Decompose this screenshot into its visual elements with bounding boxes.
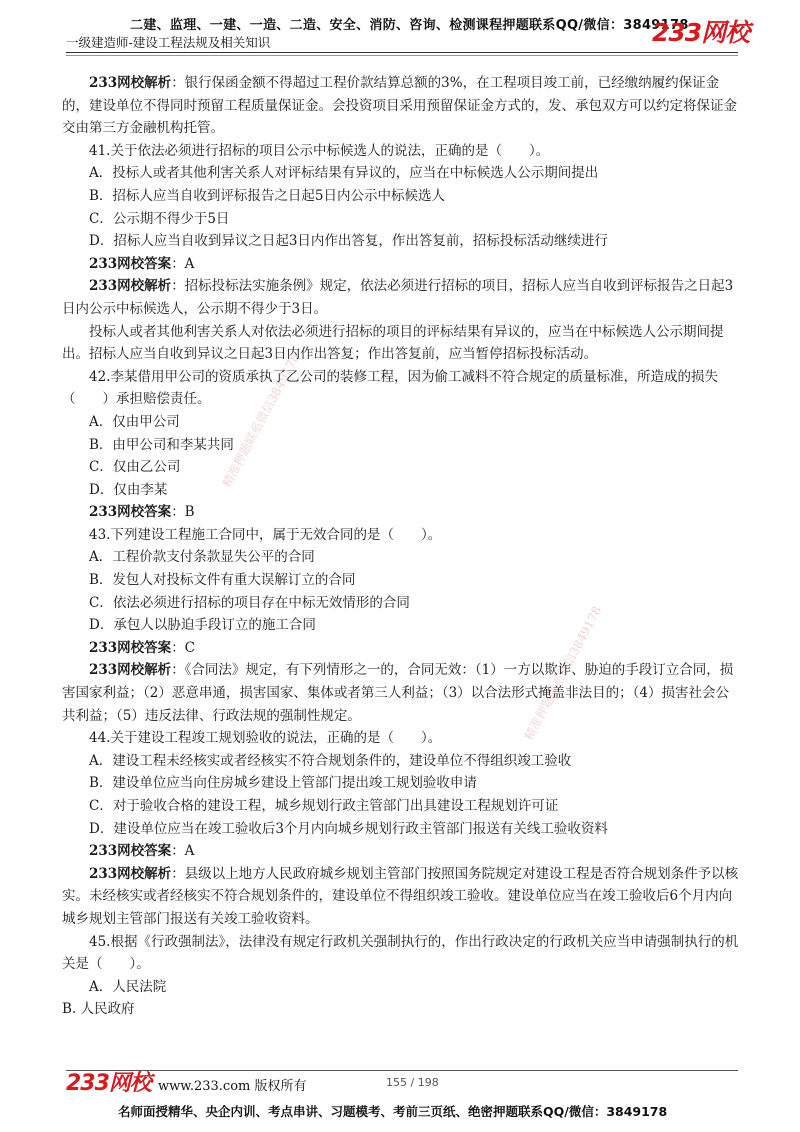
answer-label: 233网校答案 <box>89 255 172 272</box>
option-43-c: C．依法必须进行招标的项目存在中标无效情形的合同 <box>89 594 410 611</box>
analysis-text: ：招标投标法实施条例》规定，依法必须进行招标的项目，招标人应当自收到评标报告之日起3日内公示中标候选人，公示期不得少于3日。 <box>62 278 734 317</box>
option-44-c: C．对于验收合格的建设工程，城乡规划行政主管部门出具建设工程规划许可证 <box>89 798 559 814</box>
analysis-label: 233网校解析 <box>89 865 172 882</box>
intro-analysis <box>62 72 740 140</box>
answer-value: ：A <box>171 843 195 860</box>
page-body <box>62 72 740 1021</box>
analysis-text: ：县级以上地方人民政府城乡规划主管部门按照国务院规定对建设工程是否符合规划条件予以核实。未经核实或者经核实不符合规划条件的，建设单位不得组织竣工验收。建设单位应当在竣工验收后6个月内向城乡规划主管部门报送有关竣工验收资料。 <box>62 865 739 927</box>
watermark: 精准押题联系微信3849178 <box>521 603 605 743</box>
analysis-44 <box>62 863 740 931</box>
question-44: 44.关于建设工程竣工规划验收的说法，正确的是（ ）。 <box>89 730 442 747</box>
footer-logo: 233网校 <box>66 1071 151 1096</box>
answer-label: 233网校答案 <box>89 639 172 656</box>
option-41-b: B．招标人应当自收到评标报告之日起5日内公示中标候选人 <box>89 187 446 204</box>
question-43: 43.下列建设工程施工合同中，属于无效合同的是（ ）。 <box>89 526 442 543</box>
page-number: 155 / 198 <box>386 1076 439 1089</box>
answer-44 <box>62 840 740 863</box>
option-42-c: C．仅由乙公司 <box>89 459 181 476</box>
analysis-text: ：《合同法》规定，有下列情形之一的，合同无效：（1）一方以欺诈、胁迫的手段订立合同，损害国家利益；（2）恶意串通，损害国家、集体或者第三人利益；（3）以合法形式掩盖非法目的；（4）损害社会公共利益；（5）违反法律、行政法规的强制性规定。 <box>62 662 734 724</box>
option-44-b: B．建设单位应当向住房城乡建设上管部门提出竣工规划验收申请 <box>89 775 477 792</box>
analysis-41-cont: 投标人或者其他利害关系人对依法必须进行招标的项目的评标结果有异议的，应当在中标候选人公示期间提出。招标人应当自收到异议之日起3日内作出答复；作出答复前，应当暂停招标投标活动。 <box>62 323 724 363</box>
option-41-a: A．投标人或者其他利害关系人对评标结果有异议的，应当在中标候选人公示期间提出 <box>89 165 599 182</box>
header-contact-line: 二建、监理、一建、一造、二造、安全、消防、咨询、检测课程押题联系QQ/微信：3849178 <box>130 18 689 33</box>
brand-logo: 233网校 <box>652 18 750 47</box>
analysis-41 <box>62 275 740 320</box>
answer-value: ：C <box>171 639 196 656</box>
footer-contact-line: 名师面授精华、央企内训、考点串讲、习题模考、考前三页纸、绝密押题联系QQ/微信：3849178 <box>118 1104 668 1119</box>
analysis-text: ：银行保函金额不得超过工程价款结算总额的3%，在工程项目竣工前，已经缴纳履约保证金的，建设单位不得同时预留工程质量保证金。会投资项目采用预留保证金方式的，发、承包双方可以约定将保证金交由第三方金融机构托管。 <box>62 75 737 137</box>
option-45-a: A．人民法院 <box>89 978 167 995</box>
option-43-d: D．承包人以胁迫手段订立的施工合同 <box>89 617 316 634</box>
answer-value: ：B <box>171 504 195 521</box>
analysis-label: 233网校解析 <box>89 662 172 679</box>
option-44-a: A．建设工程未经核实或者经核实不符合规划条件的，建设单位不得组织竣工验收 <box>89 752 572 769</box>
option-42-d: D．仅由李某 <box>89 481 168 498</box>
watermark: 精准押题联系微信3849178 <box>219 350 303 490</box>
analysis-label: 233网校解析 <box>89 75 172 91</box>
option-43-b: B．发包人对投标文件有重大误解订立的合同 <box>89 572 356 589</box>
option-41-c: C．公示期不得少于5日 <box>89 210 230 227</box>
document-subtitle: 一级建造师-建设工程法规及相关知识 <box>66 35 271 50</box>
question-42: 42.李某借用甲公司的资质承执了乙公司的装修工程，因为偷工减料不符合规定的质量标准，所造成的损失（ ）承担赔偿责任。 <box>62 368 718 408</box>
question-45: 45.根据《行政强制法》，法律没有规定行政机关强制执行的，作出行政决定的行政机关应当申请强制执行的机关是（ ）。 <box>62 933 739 973</box>
answer-label: 233网校答案 <box>89 843 172 860</box>
option-42-a: A．仅由甲公司 <box>89 413 180 430</box>
footer-divider <box>66 1070 738 1071</box>
answer-42 <box>62 501 740 524</box>
header-divider-thin <box>66 55 738 56</box>
option-45-b: B. 人民政府 <box>62 1001 135 1018</box>
option-42-b: B．由甲公司和李某共同 <box>89 436 234 453</box>
footer-copyright: www.233.com 版权所有 <box>158 1079 307 1094</box>
option-43-a: A．工程价款支付条款显失公平的合同 <box>89 549 315 566</box>
answer-label: 233网校答案 <box>89 504 172 521</box>
answer-43 <box>62 637 740 660</box>
option-41-d: D．招标人应当自收到异议之日起3日内作出答复，作出答复前，招标投标活动继续进行 <box>89 233 608 250</box>
header-divider <box>66 52 738 53</box>
answer-value: ：A <box>171 255 195 272</box>
analysis-label: 233网校解析 <box>89 278 172 295</box>
option-44-d: D．建设单位应当在竣工验收后3个月内向城乡规划行政主管部门报送有关线工验收资料 <box>89 820 608 837</box>
answer-41 <box>62 253 740 276</box>
analysis-43 <box>62 659 740 727</box>
question-41: 41.关于依法必须进行招标的项目公示中标候选人的说法，正确的是（ ）。 <box>89 142 550 159</box>
